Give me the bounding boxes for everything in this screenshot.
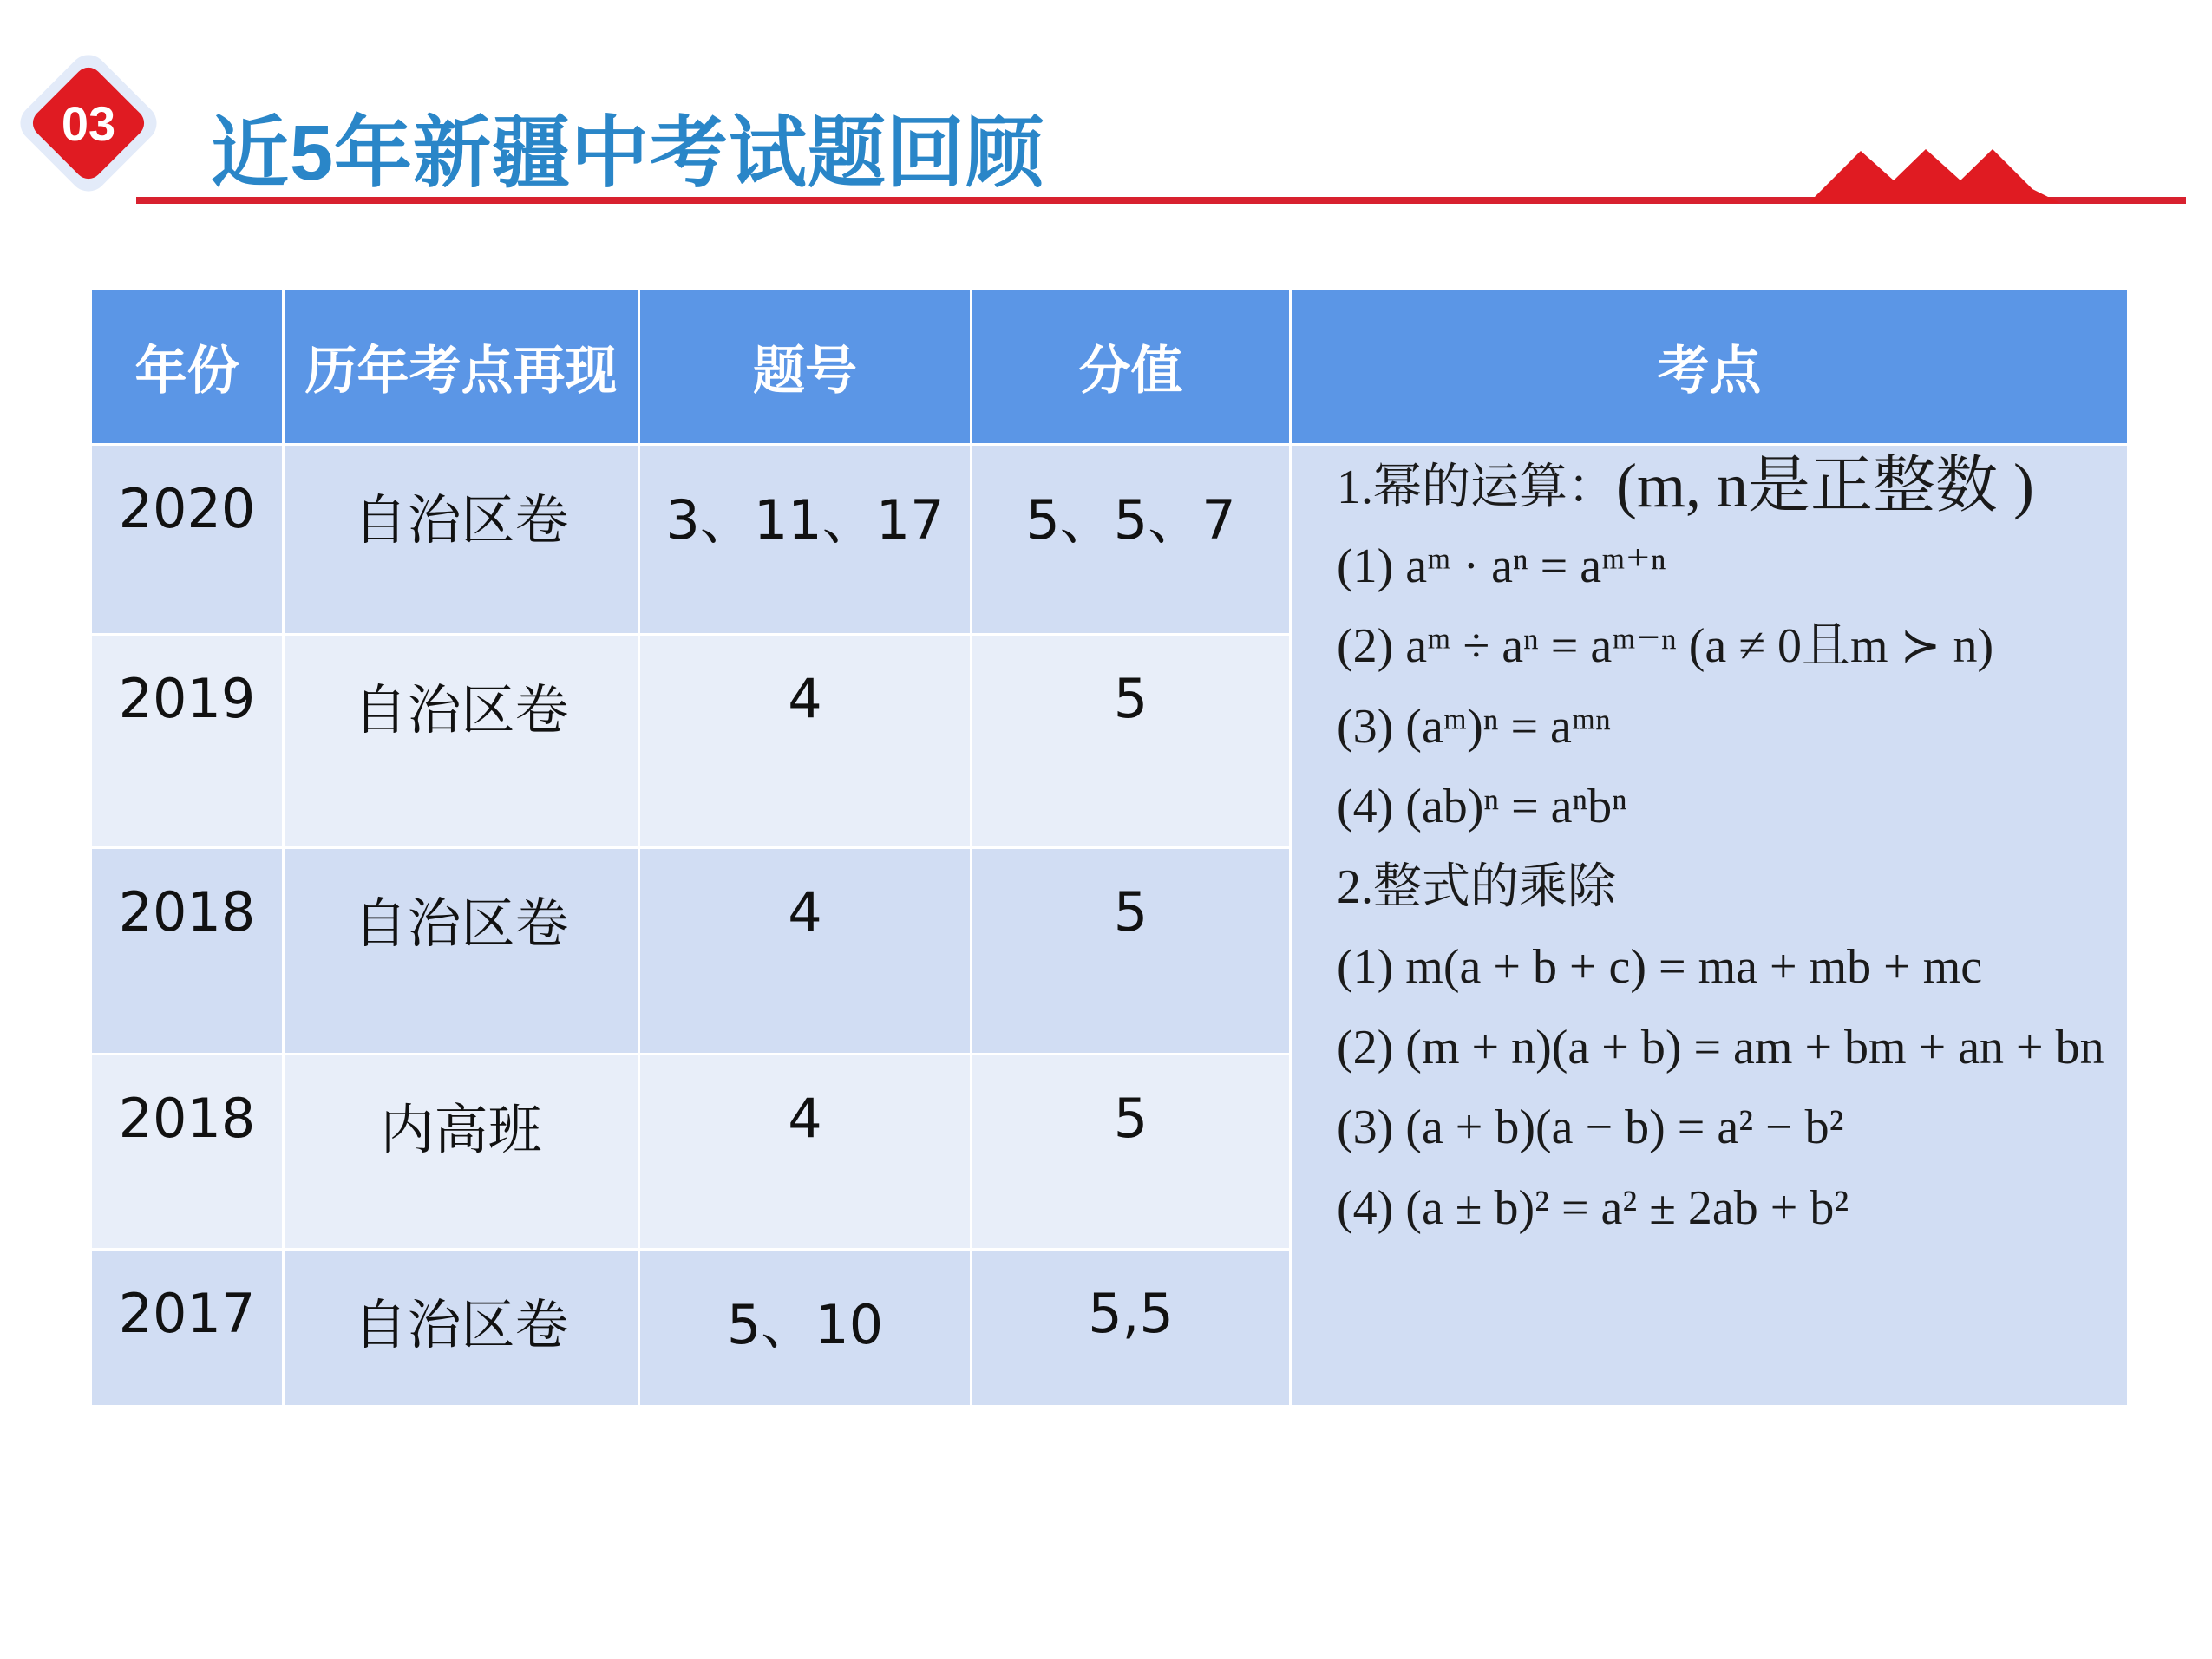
formula-line: (1) aᵐ · aⁿ = aᵐ⁺ⁿ bbox=[1337, 539, 1666, 593]
cell-questions: 4 bbox=[639, 1055, 972, 1250]
cell-source: 内高班 bbox=[284, 1055, 639, 1250]
cell-source: 自治区卷 bbox=[284, 1250, 639, 1407]
header-key-points: 考点 bbox=[1291, 289, 2129, 445]
cell-questions: 5、10 bbox=[639, 1250, 972, 1407]
cell-score: 5、5、7 bbox=[972, 445, 1291, 635]
formula-line: (3) (aᵐ)ⁿ = aᵐⁿ bbox=[1337, 699, 1611, 754]
formula-line: (2) (m + n)(a + b) = am + bm + an + bn bbox=[1337, 1020, 2104, 1074]
header-year: 年份 bbox=[91, 289, 284, 445]
section1-title: 1.幂的运算： bbox=[1337, 460, 1616, 514]
section1-condition: (m, n是正整数 ) bbox=[1616, 451, 2034, 520]
exam-review-table bbox=[89, 287, 2130, 1408]
formula-line: (4) (ab)ⁿ = aⁿbⁿ bbox=[1337, 780, 1627, 833]
mountain-decoration-icon bbox=[1809, 146, 2095, 203]
formula-section1 bbox=[1337, 446, 2127, 526]
header-history: 历年考点再现 bbox=[284, 289, 639, 445]
section-badge bbox=[16, 50, 161, 196]
cell-score: 5,5 bbox=[972, 1250, 1291, 1407]
badge-number: 03 bbox=[61, 95, 116, 151]
cell-source: 自治区卷 bbox=[284, 635, 639, 848]
cell-year: 2019 bbox=[91, 635, 284, 848]
cell-questions: 3、11、17 bbox=[639, 445, 972, 635]
header-score: 分值 bbox=[972, 289, 1291, 445]
cell-year: 2018 bbox=[91, 848, 284, 1055]
cell-year: 2018 bbox=[91, 1055, 284, 1250]
formula-line: (4) (a ± b)² = a² ± 2ab + b² bbox=[1337, 1180, 1849, 1235]
cell-source: 自治区卷 bbox=[284, 848, 639, 1055]
key-points-cell bbox=[1291, 445, 2129, 1407]
formula-section2-title: 2.整式的乘除 bbox=[1337, 859, 1616, 914]
formula-line: (3) (a + b)(a − b) = a² − b² bbox=[1337, 1101, 1844, 1154]
table-row bbox=[91, 445, 2129, 635]
cell-source: 自治区卷 bbox=[284, 445, 639, 635]
cell-year: 2020 bbox=[91, 445, 284, 635]
cell-questions: 4 bbox=[639, 635, 972, 848]
cell-year: 2017 bbox=[91, 1250, 284, 1407]
header-question-number: 题号 bbox=[639, 289, 972, 445]
formula-line: (2) aᵐ ÷ aⁿ = aᵐ⁻ⁿ (a ≠ 0且m ≻ n) bbox=[1337, 619, 1994, 673]
cell-questions: 4 bbox=[639, 848, 972, 1055]
table-header-row bbox=[91, 289, 2129, 445]
formula-list bbox=[1292, 446, 2127, 1248]
cell-score: 5 bbox=[972, 635, 1291, 848]
cell-score: 5 bbox=[972, 848, 1291, 1055]
formula-line: (1) m(a + b + c) = ma + mb + mc bbox=[1337, 940, 1983, 994]
page-title: 近5年新疆中考试题回顾 bbox=[211, 110, 1045, 197]
cell-score: 5 bbox=[972, 1055, 1291, 1250]
